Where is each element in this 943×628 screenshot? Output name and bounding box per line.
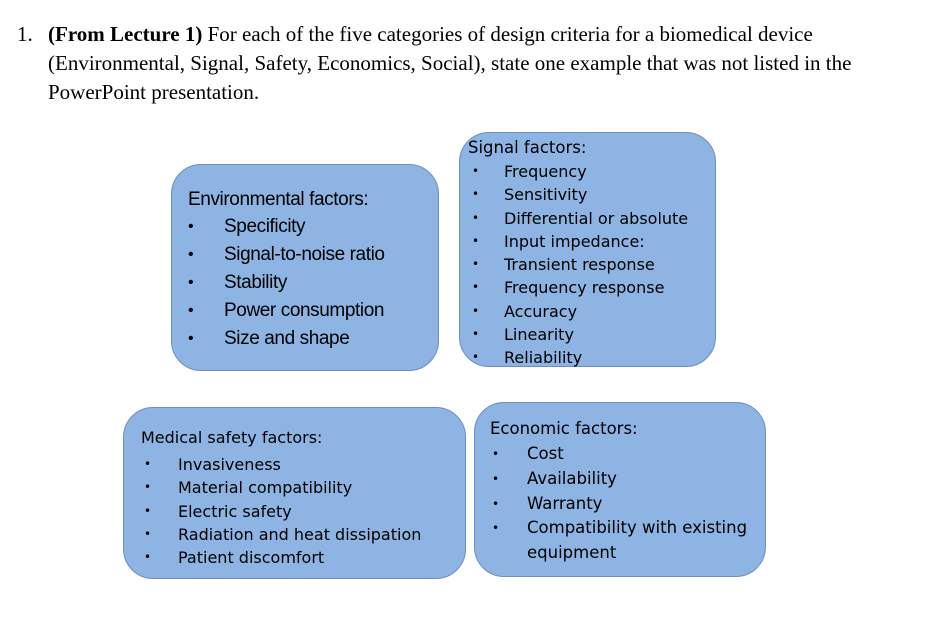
bullet-icon: • xyxy=(144,526,152,541)
question-source-label: (From Lecture 1) xyxy=(48,22,203,46)
list-item-label: Signal-to-noise ratio xyxy=(224,244,385,265)
list-item xyxy=(468,253,715,276)
medical-safety-factors-box xyxy=(123,407,466,579)
list-item xyxy=(188,241,438,269)
question-number: 1. xyxy=(17,22,33,46)
list-item xyxy=(468,207,715,230)
bullet-icon: • xyxy=(188,246,194,263)
list-item-label: Cost xyxy=(527,444,564,463)
list-item-label: Availability xyxy=(527,468,617,488)
bullet-icon: • xyxy=(144,457,152,471)
list-item-label: Accuracy xyxy=(504,301,578,321)
list-item-label: Frequency response xyxy=(504,278,665,298)
list-item-label: Frequency xyxy=(504,162,587,181)
bullet-icon: • xyxy=(144,550,152,565)
bullet-icon: • xyxy=(472,210,480,225)
bullet-icon: • xyxy=(144,503,152,518)
list-item xyxy=(141,476,465,499)
signal-factors-box xyxy=(459,132,716,367)
bullet-icon: • xyxy=(188,274,194,291)
list-item xyxy=(141,453,465,476)
bullet-icon: • xyxy=(492,447,500,461)
list-item xyxy=(490,467,765,492)
bullet-icon: • xyxy=(492,521,500,536)
signal-factors-list xyxy=(468,160,715,370)
list-item xyxy=(188,269,438,297)
medical-safety-factors-list xyxy=(141,453,465,569)
list-item-label: Differential or absolute xyxy=(504,208,689,228)
list-item xyxy=(141,500,465,523)
list-item-label: Size and shape xyxy=(224,328,350,349)
bullet-icon: • xyxy=(188,218,194,235)
list-item xyxy=(490,516,767,566)
question-prompt: For each of the five categories of design criteria for a biomedical device (Environmental, Signal, Safety, Economics, Social), state one example that was not listed in the PowerPoint presentation. xyxy=(48,22,852,104)
signal-factors-title: Signal factors: xyxy=(468,138,587,157)
list-item xyxy=(490,492,765,517)
bullet-icon: • xyxy=(144,480,152,495)
bullet-icon: • xyxy=(472,303,480,318)
list-item-label: Specificity xyxy=(224,216,306,237)
list-item-label: Linearity xyxy=(504,325,574,345)
bullet-icon: • xyxy=(492,471,500,486)
list-item-label: Input impedance: xyxy=(504,231,645,251)
economic-factors-list xyxy=(490,442,765,566)
list-item xyxy=(468,230,715,253)
list-item-label: Stability xyxy=(224,272,287,293)
environmental-factors-title: Environmental factors: xyxy=(188,189,369,210)
bullet-icon: • xyxy=(472,187,480,202)
list-item xyxy=(490,442,765,467)
bullet-icon: • xyxy=(188,330,194,347)
list-item-label: Power consumption xyxy=(224,300,385,321)
list-item xyxy=(188,213,438,241)
list-item-label: Patient discomfort xyxy=(178,548,325,568)
question-body xyxy=(48,20,897,107)
bullet-icon: • xyxy=(472,350,480,365)
economic-factors-box xyxy=(474,402,766,577)
list-item xyxy=(468,346,715,369)
list-item-label: Sensitivity xyxy=(504,185,588,205)
list-item xyxy=(468,323,715,346)
list-item xyxy=(468,300,715,323)
bullet-icon: • xyxy=(472,257,480,272)
list-item-label: Material compatibility xyxy=(178,478,353,498)
list-item xyxy=(141,546,465,569)
environmental-factors-box xyxy=(171,164,439,371)
bullet-icon: • xyxy=(472,233,480,248)
list-item-label: Radiation and heat dissipation xyxy=(178,524,422,544)
economic-factors-title: Economic factors: xyxy=(490,419,638,438)
list-item-label: Electric safety xyxy=(178,501,292,521)
list-item xyxy=(468,276,715,299)
list-item-label: Compatibility with existing equipment xyxy=(527,518,748,563)
bullet-icon: • xyxy=(472,164,480,178)
list-item xyxy=(468,183,715,206)
question-text-block xyxy=(17,20,897,107)
list-item-label: Invasiveness xyxy=(178,455,281,474)
medical-safety-factors-title: Medical safety factors: xyxy=(141,428,323,447)
list-item xyxy=(141,523,465,546)
list-item-label: Warranty xyxy=(527,493,603,513)
list-item xyxy=(468,160,715,183)
bullet-icon: • xyxy=(492,496,500,511)
bullet-icon: • xyxy=(472,327,480,342)
bullet-icon: • xyxy=(472,280,480,295)
list-item-label: Reliability xyxy=(504,348,583,368)
list-item-label: Transient response xyxy=(504,255,655,275)
bullet-icon: • xyxy=(188,302,194,319)
environmental-factors-list xyxy=(188,213,438,353)
list-item xyxy=(188,297,438,325)
list-item xyxy=(188,325,438,353)
